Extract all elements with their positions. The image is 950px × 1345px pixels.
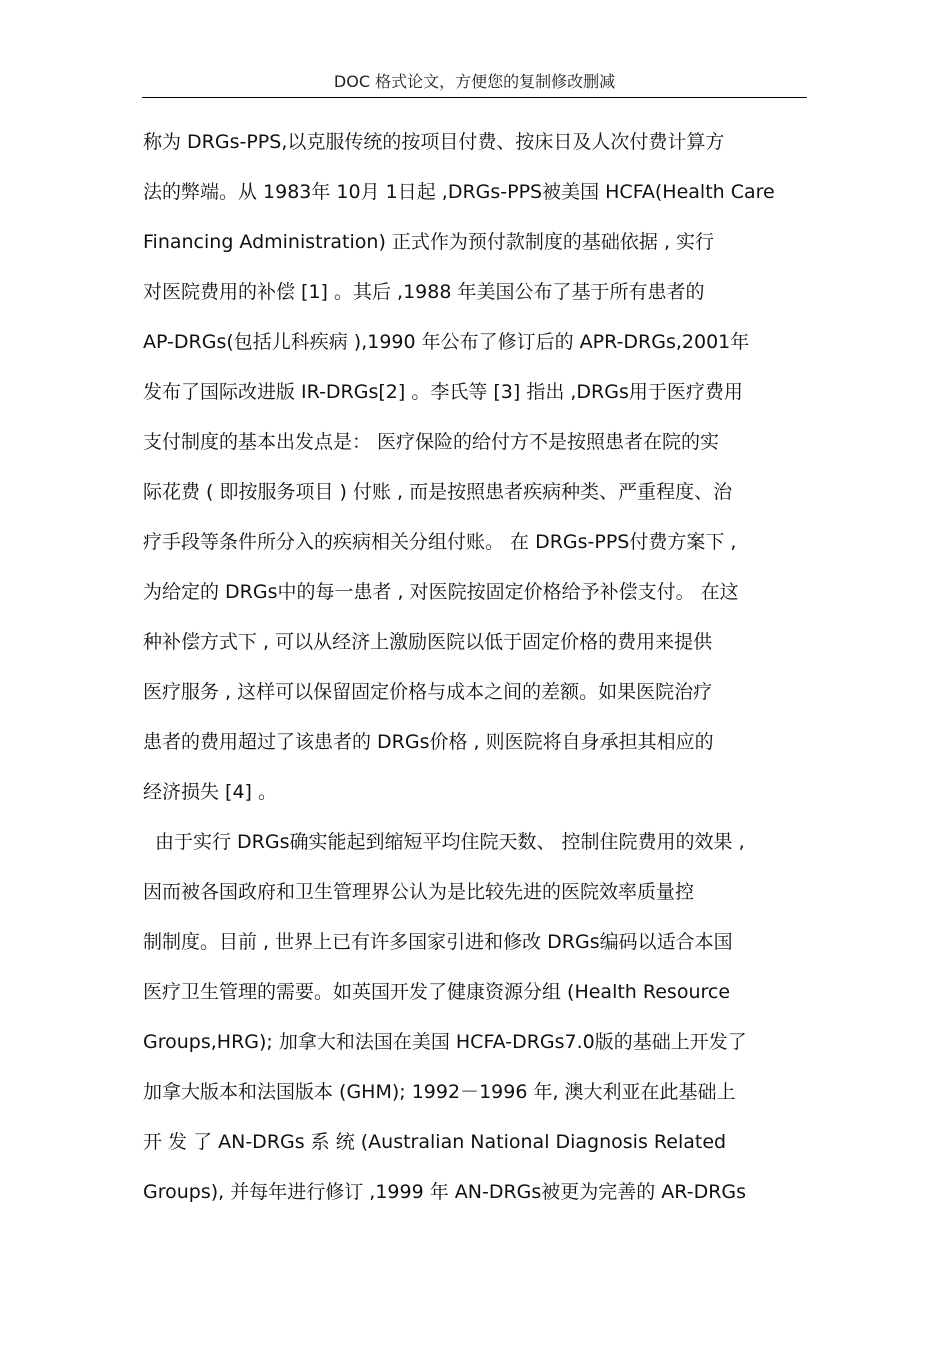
text-line: 对医院费用的补偿 [1] 。其后 ,1988 年美国公布了基于所有患者的 <box>143 281 705 303</box>
text-line: 际花费 ( 即按服务项目 ) 付账 , 而是按照患者疾病种类、严重程度、治 <box>143 481 733 503</box>
text-line: AP-DRGs(包括儿科疾病 ),1990 年公布了修订后的 APR-DRGs,2001年 <box>143 331 750 353</box>
text-line: 称为 DRGs-PPS,以克服传统的按项目付费、按床日及人次付费计算方 <box>143 131 725 153</box>
text-line: 为给定的 DRGs中的每一患者 , 对医院按固定价格给予补偿支付。 在这 <box>143 581 739 603</box>
text-line: 医疗卫生管理的需要。如英国开发了健康资源分组 (Health Resource <box>143 981 731 1003</box>
text-line: 加拿大版本和法国版本 (GHM); 1992－1996 年, 澳大利亚在此基础上 <box>143 1081 736 1103</box>
text-line: 开 发 了 AN-DRGs 系 统 (Australian National Diagnosis Related <box>143 1131 727 1153</box>
text-line: 经济损失 [4] 。 <box>143 781 277 803</box>
document-body <box>143 117 823 1217</box>
text-line: Groups), 并每年进行修订 ,1999 年 AN-DRGs被更为完善的 AR-DRGs <box>143 1181 747 1203</box>
text-line: 患者的费用超过了该患者的 DRGs价格 , 则医院将自身承担其相应的 <box>143 731 714 753</box>
text-line: 发布了国际改进版 IR-DRGs[2] 。李氏等 [3] 指出 ,DRGs用于医疗费用 <box>143 381 743 403</box>
text-line: Groups,HRG); 加拿大和法国在美国 HCFA-DRGs7.0版的基础上开发了 <box>143 1031 747 1053</box>
text-line: 支付制度的基本出发点是： 医疗保险的给付方不是按照患者在院的实 <box>143 431 720 453</box>
text-line: 疗手段等条件所分入的疾病相关分组付账。 在 DRGs-PPS付费方案下 , <box>143 531 737 553</box>
text-line: 法的弊端。从 1983年 10月 1日起 ,DRGs-PPS被美国 HCFA(Health Care <box>143 181 775 203</box>
text-line: 医疗服务 , 这样可以保留固定价格与成本之间的差额。如果医院治疗 <box>143 681 713 703</box>
text-line: 制制度。目前 , 世界上已有许多国家引进和修改 DRGs编码以适合本国 <box>143 931 733 953</box>
header-divider <box>142 97 807 98</box>
paragraph-start-line: 由于实行 DRGs确实能起到缩短平均住院天数、 控制住院费用的效果 , <box>155 831 745 853</box>
text-line: 种补偿方式下 , 可以从经济上激励医院以低于固定价格的费用来提供 <box>143 631 713 653</box>
text-line: 因而被各国政府和卫生管理界公认为是比较先进的医院效率质量控 <box>143 881 695 903</box>
page-header: DOC 格式论文，方便您的复制修改删减 <box>333 72 616 91</box>
text-line: Financing Administration) 正式作为预付款制度的基础依据 , 实行 <box>143 231 715 253</box>
